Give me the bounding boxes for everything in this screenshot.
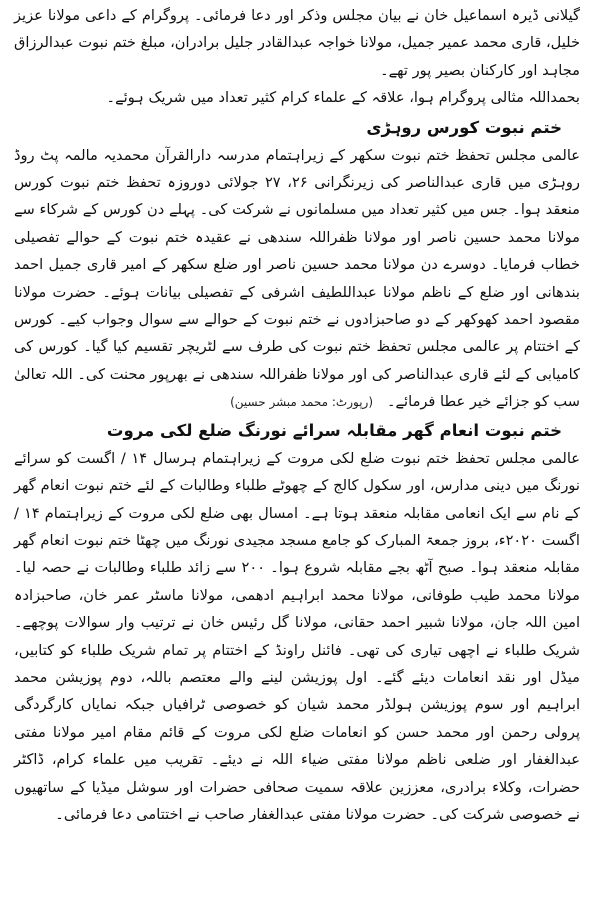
intro-paragraph: گیلانی ڈیرہ اسماعیل خان نے بیان مجلس وذکر اور دعا فرمائی۔ پروگرام کے داعی مولانا عزیز خلیل، قاری محمد عمیر جمیل، مولانا خواجہ عبدالقادر جلیل برادران، مبلغ ختم نبوت عبدالرزاق مجاہد اور کارکنان بصیر پور تھے۔: [14, 7, 580, 79]
article-page: [14, 2, 580, 918]
section-1-body: عالمی مجلس تحفظ ختم نبوت سکھر کے زیراہتمام مدرسہ دارالقرآن محمدیہ مالمہ پٹ روڈ روہڑی میں قاری عبدالناصر کی زیرنگرانی ۲۶، ۲۷ جولائی دوروزہ تحفظ ختم نبوت کورس منعقد ہوا۔ جس میں کثیر تعداد میں مسلمانوں نے شرکت کی۔ پہلے دن کورس کے شرکاء سے مولانا محمد حسین ناصر اور مولانا ظفراللہ سندھی نے عقیدہ ختم نبوت کے حوالے تفصیلی خطاب فرمایا۔ دوسرے دن مولانا محمد حسین ناصر اور ضلع سکھر کے امیر قاری جمیل احمد بندھانی اور ضلع کے ناظم مولانا عبداللطیف اشرفی کے تفصیلی بیانات ہوئے۔ حضرت مولانا مقصود احمد کھوکھر کے دو صاحبزادوں نے ختم نبوت کے حوالے سے سوال وجواب کیے۔ کورس کے اختتام پر عالمی مجلس تحفظ ختم نبوت کی طرف سے لٹریچر تقسیم کیا گیا۔ کورس کی کامیابی کے لئے قاری عبدالناصر کی اور مولانا ظفراللہ سندھی نے بھرپور محنت کی۔ اللہ تعالیٰ سب کو جزائے خیر عطا فرمائے۔: [14, 146, 580, 411]
section-heading-khatm-e-nubuwwat-course: ختم نبوت کورس روہڑی: [366, 117, 562, 137]
section-heading-inaam-ghar-muqabla: ختم نبوت انعام گھر مقابلہ سرائے نورنگ ضلع لکی مروت: [106, 420, 562, 440]
report-credit: (رپورٹ: محمد مبشر حسین): [230, 395, 374, 410]
intro-paragraph-2: بحمداللہ مثالی پروگرام ہوا، علاقہ کے علماء کرام کثیر تعداد میں شریک ہوئے۔: [106, 89, 580, 107]
section-1-paragraph: [14, 142, 580, 417]
section-2-paragraph: عالمی مجلس تحفظ ختم نبوت ضلع لکی مروت کے زیراہتمام ہرسال ۱۴ / اگست کو سرائے نورنگ میں دینی مدارس، اور سکول کالج کے چھوٹے طلباء وطالبات کے لئے ختم نبوت انعام گھر کے نام سے ایک انعامی مقابلہ منعقد ہوتا ہے۔ امسال بھی ضلع لکی مروت کے زیراہتمام ۱۴ / اگست ۲۰۲۰ء، بروز جمعۃ المبارک کو جامع مسجد مجیدی نورنگ میں چھٹا ختم نبوت انعام گھر مقابلہ منعقد ہوا۔ صبح آٹھ بجے مقابلہ شروع ہوا۔ ۲۰۰ سے زائد طلباء وطالبات نے حصہ لیا۔ مولانا محمد طیب طوفانی، مولانا محمد ابراہیم ادھمی، مولانا ماسٹر عمر خان، صاحبزادہ امین اللہ جان، مولانا شبیر احمد حقانی، مولانا گل رئیس خان نے ترتیب وار سوالات پوچھے۔ شریک طلباء نے اچھی تیاری کی تھی۔ فائنل راونڈ کے اختتام پر تمام شریک طلباء کو کتابیں، میڈل اور نقد انعامات دیئے گئے۔ اول پوزیشن لینے والے معتصم باللہ، دوم پوزیشن محمد ابراہیم اور سوم پوزیشن ہولڈر محمد شیان کو خصوصی ٹرافیاں جبکہ نمایاں کارگردگی پرولی رحمن اور محمد حسن کو انعامات ضلع لکی مروت کے قائم مقام امیر مولانا مفتی عبدالغفار اور ضلعی ناظم مولانا مفتی ضیاء اللہ نے دیئے۔ تقریب میں علماء کرام، ڈاکٹر حضرات، وکلاء برادری، معززین علاقہ سمیت صحافی حضرات اور سوشل میڈیا کے ساتھیوں نے خصوصی شرکت کی۔ حضرت مولانا مفتی عبدالغفار صاحب نے اختتامی دعا فرمائی۔: [14, 449, 580, 823]
